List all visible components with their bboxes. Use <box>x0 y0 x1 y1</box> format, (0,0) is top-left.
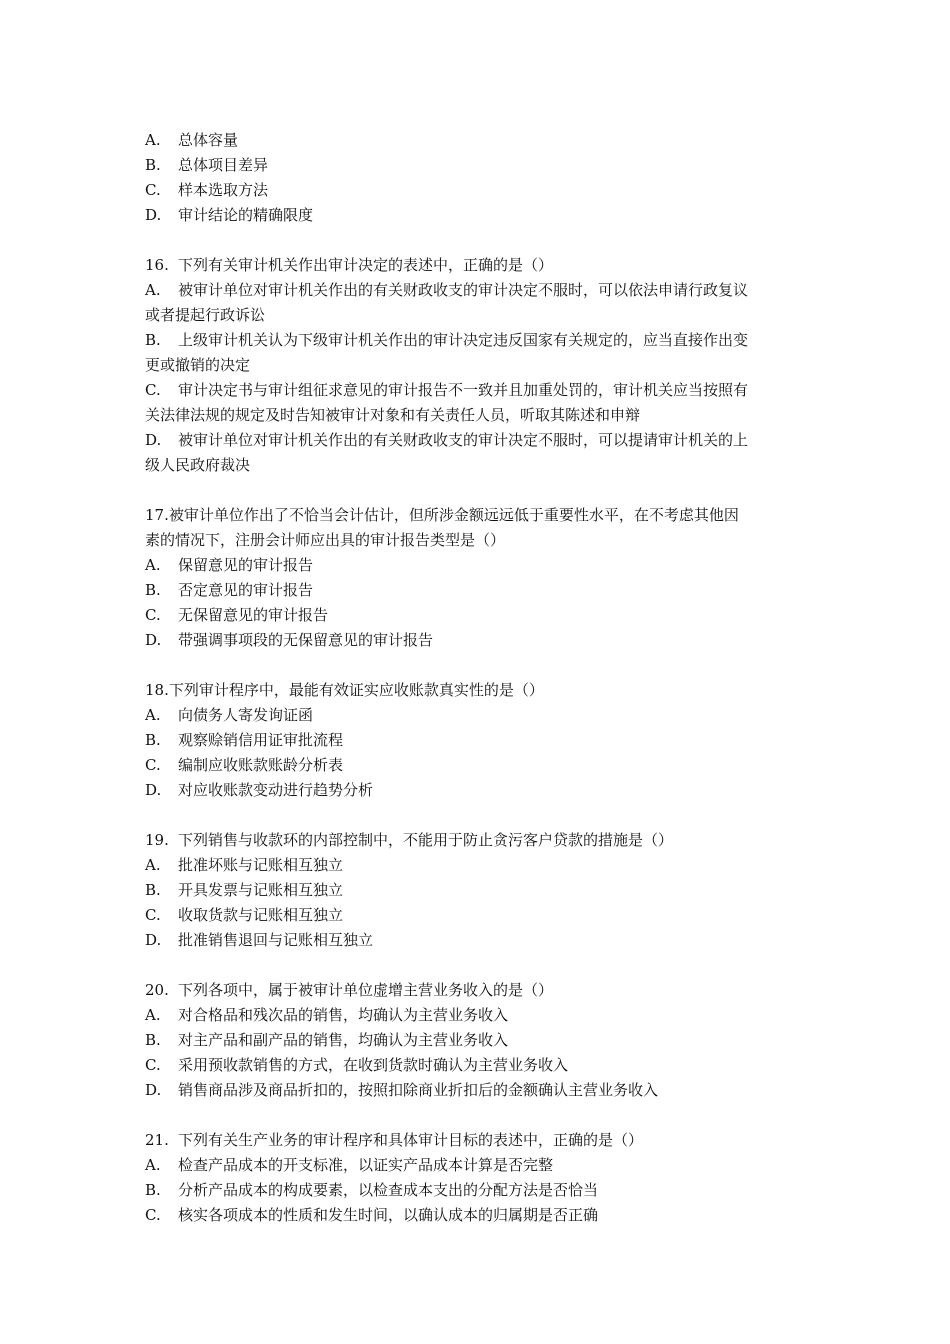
question-stem: 17.被审计单位作出了不恰当会计估计，但所涉金额远远低于重要性水平，在不考虑其他因 素的情况下，注册会计师应出具的审计报告类型是（） <box>145 506 739 549</box>
option-b: B. 总体项目差异 <box>145 156 269 174</box>
option-d: D. 批准销售退回与记账相互独立 <box>145 931 374 949</box>
option-c: C. 采用预收款销售的方式，在收到货款时确认为主营业务收入 <box>145 1056 569 1074</box>
option-c: C. 收取货款与记账相互独立 <box>145 906 344 924</box>
question-19 <box>145 828 810 953</box>
option-d: D. 被审计单位对审计机关作出的有关财政收支的审计决定不服时，可以提请审计机关的上 级人民政府裁决 <box>145 431 749 474</box>
option-b: B. 否定意见的审计报告 <box>145 581 314 599</box>
option-c: C. 编制应收账款账龄分析表 <box>145 756 344 774</box>
question-stem: 18.下列审计程序中，最能有效证实应收账款真实性的是（） <box>145 681 544 699</box>
question-stem: 20. 下列各项中，属于被审计单位虚增主营业务收入的是（） <box>145 981 554 999</box>
question-18 <box>145 678 810 803</box>
question-15-options <box>145 128 810 228</box>
question-16 <box>145 253 810 478</box>
question-20 <box>145 978 810 1103</box>
option-c: C. 核实各项成本的性质和发生时间，以确认成本的归属期是否正确 <box>145 1206 599 1224</box>
option-a: A. 被审计单位对审计机关作出的有关财政收支的审计决定不服时，可以依法申请行政复议 或者提起行政诉讼 <box>145 281 749 324</box>
question-stem: 21. 下列有关生产业务的审计程序和具体审计目标的表述中，正确的是（） <box>145 1131 644 1149</box>
question-21 <box>145 1128 810 1228</box>
option-b: B. 分析产品成本的构成要素，以检查成本支出的分配方法是否恰当 <box>145 1181 599 1199</box>
question-stem: 19. 下列销售与收款环的内部控制中，不能用于防止贪污客户贷款的措施是（） <box>145 831 674 849</box>
option-a: A. 对合格品和残次品的销售，均确认为主营业务收入 <box>145 1006 509 1024</box>
option-a: A. 总体容量 <box>145 131 239 149</box>
option-a: A. 批准坏账与记账相互独立 <box>145 856 344 874</box>
option-a: A. 保留意见的审计报告 <box>145 556 314 574</box>
option-a: A. 向债务人寄发询证函 <box>145 706 314 724</box>
option-b: B. 上级审计机关认为下级审计机关作出的审计决定违反国家有关规定的，应当直接作出变 更或撤销的决定 <box>145 331 749 374</box>
option-d: D. 对应收账款变动进行趋势分析 <box>145 781 374 799</box>
document-page <box>145 128 810 1228</box>
option-b: B. 观察赊销信用证审批流程 <box>145 731 344 749</box>
option-d: D. 带强调事项段的无保留意见的审计报告 <box>145 631 434 649</box>
option-b: B. 开具发票与记账相互独立 <box>145 881 344 899</box>
option-c: C. 审计决定书与审计组征求意见的审计报告不一致并且加重处罚的，审计机关应当按照有 关法律法规的规定及时告知被审计对象和有关责任人员，听取其陈述和申辩 <box>145 381 749 424</box>
option-d: D. 销售商品涉及商品折扣的，按照扣除商业折扣后的金额确认主营业务收入 <box>145 1081 659 1099</box>
option-c: C. 无保留意见的审计报告 <box>145 606 329 624</box>
question-17 <box>145 503 810 653</box>
option-c: C. 样本选取方法 <box>145 181 269 199</box>
question-stem: 16. 下列有关审计机关作出审计决定的表述中，正确的是（） <box>145 256 554 274</box>
option-d: D. 审计结论的精确限度 <box>145 206 314 224</box>
option-a: A. 检查产品成本的开支标准，以证实产品成本计算是否完整 <box>145 1156 554 1174</box>
option-b: B. 对主产品和副产品的销售，均确认为主营业务收入 <box>145 1031 509 1049</box>
